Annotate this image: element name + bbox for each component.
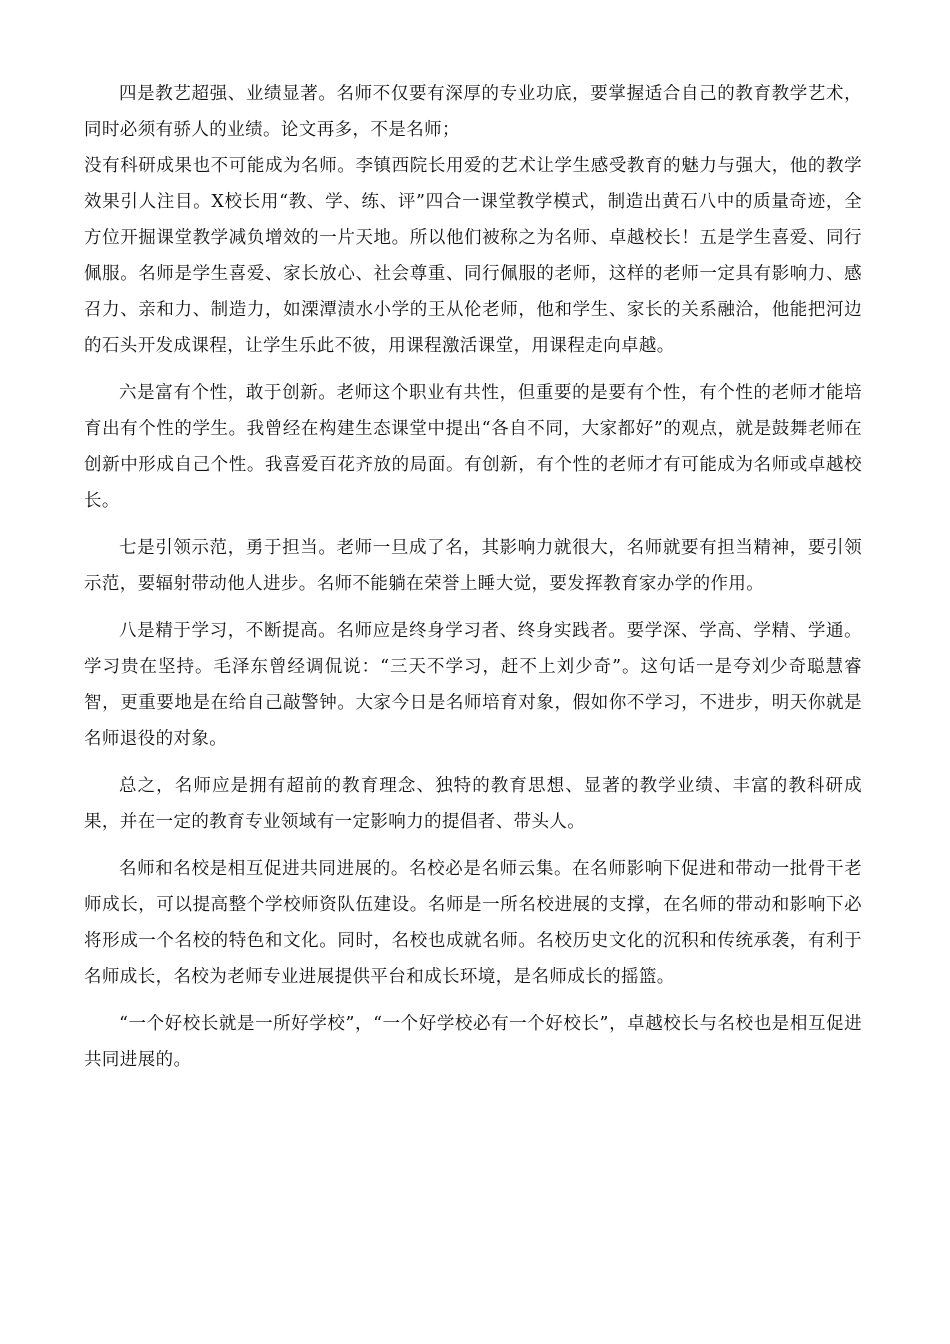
paragraph-leadership: 七是引领示范，勇于担当。老师一旦成了名，其影响力就很大，名师就要有担当精神，要引领示范，要辐射带动他人进步。名师不能躺在荣誉上睡大觉，要发挥教育家办学的作用。: [84, 538, 862, 594]
paragraph-teaching-art: 四是教艺超强、业绩显著。名师不仅要有深厚的专业功底，要掌握适合自己的教育教学艺术，同时必须有骄人的业绩。论文再多，不是名师；: [84, 84, 862, 140]
paragraph-famous-schools: 名师和名校是相互促进共同进展的。名校必是名师云集。在名师影响下促进和带动一批骨干老师成长，可以提高整个学校师资队伍建设。名师是一所名校进展的支撑，在名师的带动和影响下必将形成一个名校的特色和文化。同时，名校也成就名师。名校历史文化的沉积和传统承袭，有利于名师成长，名校为老师专业进展提供平台和成长环境，是名师成长的摇篮。: [84, 859, 862, 987]
paragraph-good-principal: “一个好校长就是一所好学校”，“一个好学校必有一个好校长”，卓越校长与名校也是相互促进共同进展的。: [84, 1014, 862, 1070]
paragraph-learning: 八是精于学习，不断提高。名师应是终身学习者、终身实践者。要学深、学高、学精、学通。学习贵在坚持。毛泽东曾经调侃说：“三天不学习，赶不上刘少奇”。这句话一是夸刘少奇聪慧睿智，更重要地是在给自己敲警钟。大家今日是名师培育对象，假如你不学习，不进步，明天你就是名师退役的对象。: [84, 621, 862, 749]
paragraph-summary: 总之，名师应是拥有超前的教育理念、独特的教育思想、显著的教学业绩、丰富的教科研成果，并在一定的教育专业领域有一定影响力的提倡者、带头人。: [84, 776, 862, 832]
paragraph-individuality: 六是富有个性，敢于创新。老师这个职业有共性，但重要的是要有个性，有个性的老师才能培育出有个性的学生。我曾经在构建生态课堂中提出“各自不同，大家都好”的观点，就是鼓舞老师在创新中形成自己个性。我喜爱百花齐放的局面。有创新，有个性的老师才有可能成为名师或卓越校长。: [84, 383, 862, 511]
paragraph-research-achievements: 没有科研成果也不可能成为名师。李镇西院长用爱的艺术让学生感受教育的魅力与强大，他的教学效果引人注目。X校长用“教、学、练、评”四合一课堂教学模式，制造出黄石八中的质量奇迹，全方位开掘课堂教学减负增效的一片天地。所以他们被称之为名师、卓越校长！五是学生喜爱、同行佩服。名师是学生喜爱、家长放心、社会尊重、同行佩服的老师，这样的老师一定具有影响力、感召力、亲和力、制造力，如溧潭渍水小学的王从伦老师，他和学生、家长的关系融洽，他能把河边的石头开发成课程，让学生乐此不彼，用课程激活课堂，用课程走向卓越。: [84, 156, 862, 356]
